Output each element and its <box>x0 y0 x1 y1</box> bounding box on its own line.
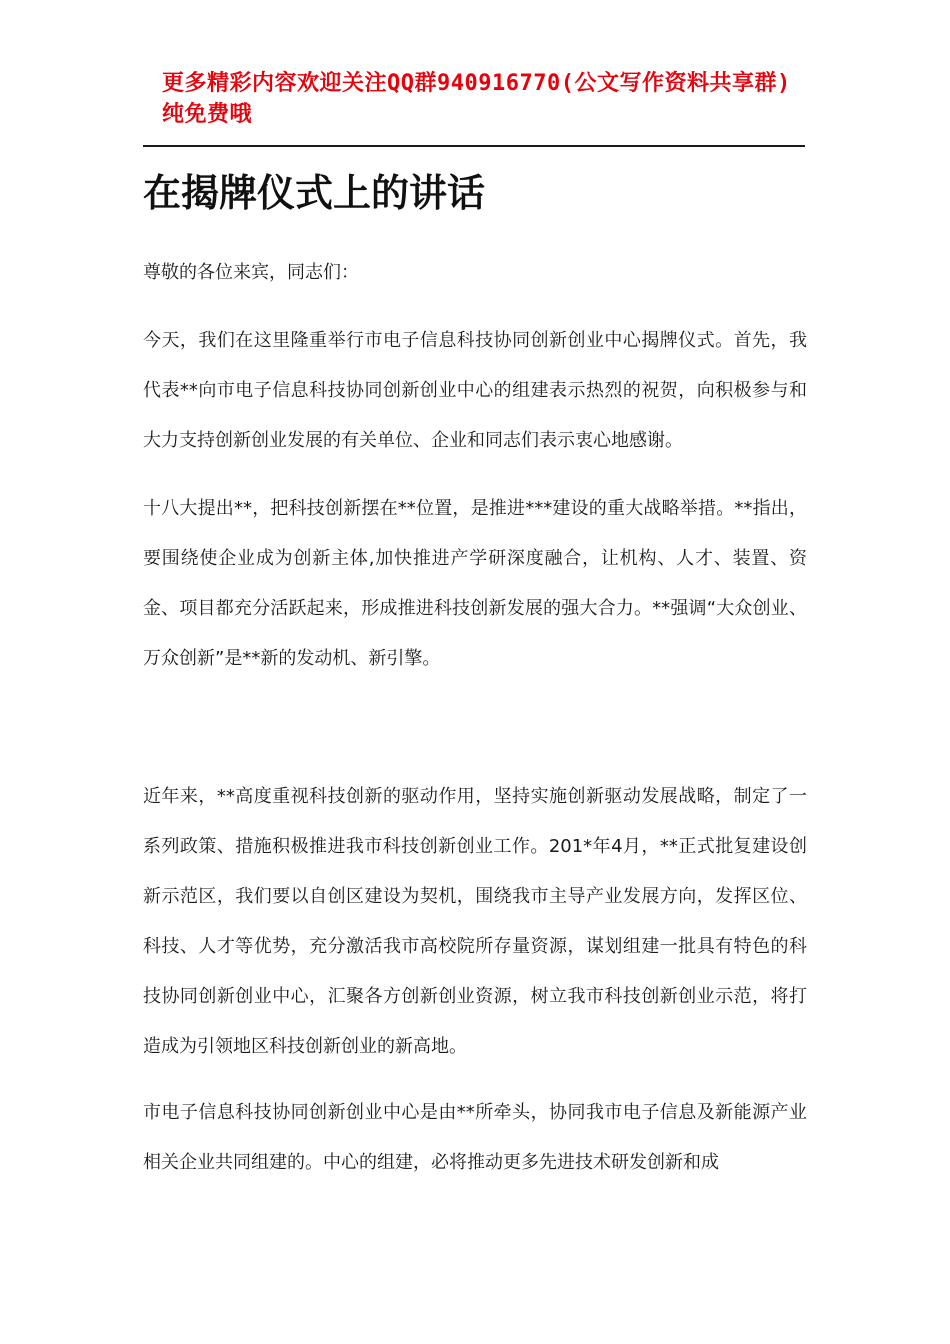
salutation: 尊敬的各位来宾，同志们： <box>143 262 359 283</box>
document-title: 在揭牌仪式上的讲话 <box>143 171 486 215</box>
paragraph-4: 市电子信息科技协同创新创业中心是由**所牵头，协同我市电子信息及新能源产业相关企业共同组建的。中心的组建，必将推动更多先进技术研发创新和成 <box>143 1102 807 1173</box>
paragraph-1: 今天，我们在这里隆重举行市电子信息科技协同创新创业中心揭牌仪式。首先，我代表**向市电子信息科技协同创新创业中心的组建表示热烈的祝贺，向积极参与和大力支持创新创业发展的有关单位、企业和同志们表示衷心地感谢。 <box>143 330 807 451</box>
paragraph-3: 近年来，**高度重视科技创新的驱动作用，坚持实施创新驱动发展战略，制定了一系列政策、措施积极推进我市科技创新创业工作。201*年4月，**正式批复建设创新示范区，我们要以自创区建设为契机，围绕我市主导产业发展方向，发挥区位、科技、人才等优势，充分激活我市高校院所存量资源，谋划组建一批具有特色的科技协同创新创业中心，汇聚各方创新创业资源，树立我市科技创新创业示范，将打造成为引领地区科技创新创业的新高地。 <box>143 786 807 1057</box>
header-divider <box>143 145 805 147</box>
promo-banner: 更多精彩内容欢迎关注QQ群940916770(公文写作资料共享群)纯免费哦 <box>162 71 791 127</box>
paragraph-2: 十八大提出**，把科技创新摆在**位置，是推进***建设的重大战略举措。**指出，要围绕使企业成为创新主体,加快推进产学研深度融合，让机构、人才、装置、资金、项目都充分活跃起来，形成推进科技创新发展的强大合力。**强调“大众创业、万众创新”是**新的发动机、新引擎。 <box>143 498 807 669</box>
